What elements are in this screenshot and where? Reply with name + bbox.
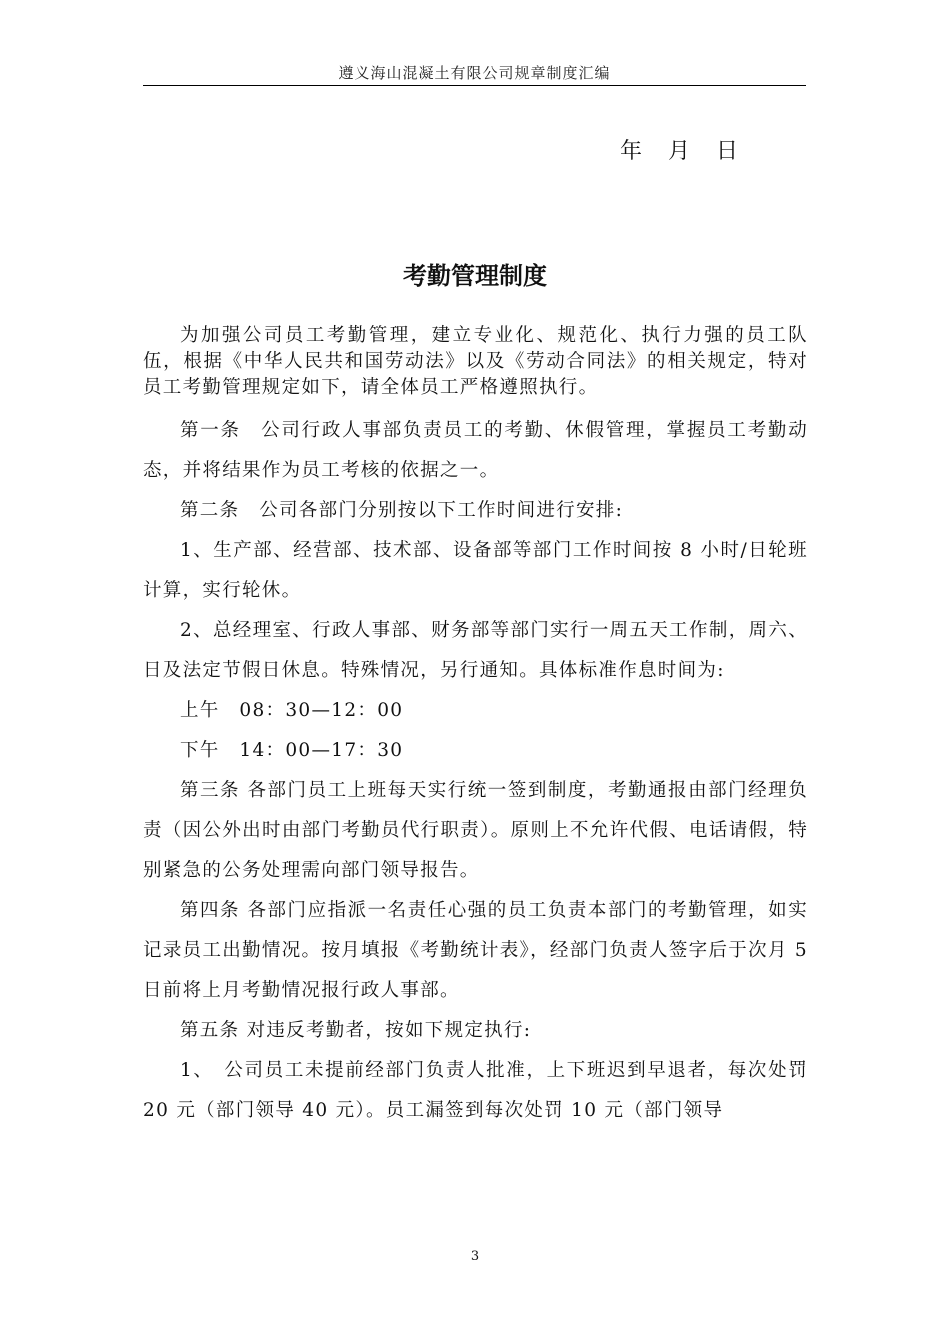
intro-paragraph: 为加强公司员工考勤管理，建立专业化、规范化、执行力强的员工队伍，根据《中华人民共和国劳动法》以及《劳动合同法》的相关规定，特对员工考勤管理规定如下，请全体员工严格遵照执行。	[143, 325, 808, 398]
running-header: 遵义海山混凝土有限公司规章制度汇编	[338, 64, 611, 82]
schedule-afternoon: 下午 14：00—17：30	[180, 740, 404, 761]
document-title: 考勤管理制度	[403, 262, 547, 290]
article-4: 第四条 各部门应指派一名责任心强的员工负责本部门的考勤管理，如实记录员工出勤情况。按月填报《考勤统计表》，经部门负责人签字后于次月 5 日前将上月考勤情况报行政人事部。	[143, 900, 808, 1001]
date-day: 日	[716, 139, 739, 164]
article-2-item-1: 1、生产部、经营部、技术部、设备部等部门工作时间按 8 小时/日轮班计算，实行轮休。	[143, 540, 808, 601]
article-2-item-2: 2、总经理室、行政人事部、财务部等部门实行一周五天工作制，周六、日及法定节假日休息。特殊情况，另行通知。具体标准作息时间为:	[143, 620, 808, 681]
article-5-item-1: 1、 公司员工未提前经部门负责人批准，上下班迟到早退者，每次处罚 20 元（部门领导 40 元）。员工漏签到每次处罚 10 元（部门领导	[143, 1060, 808, 1121]
article-2: 第二条 公司各部门分别按以下工作时间进行安排:	[180, 500, 624, 521]
date-line	[620, 134, 738, 165]
document-body	[143, 323, 808, 1131]
article-5: 第五条 对违反考勤者，按如下规定执行:	[180, 1020, 532, 1041]
article-3: 第三条 各部门员工上班每天实行统一签到制度，考勤通报由部门经理负责（因公外出时由部门考勤员代行职责）。原则上不允许代假、电话请假，特别紧急的公务处理需向部门领导报告。	[143, 780, 808, 881]
article-1: 第一条 公司行政人事部负责员工的考勤、休假管理，掌握员工考勤动态，并将结果作为员工考核的依据之一。	[143, 420, 808, 481]
page-number: 3	[470, 1249, 480, 1264]
header-divider	[143, 85, 806, 86]
schedule-morning: 上午 08：30—12：00	[180, 700, 404, 721]
date-month: 月	[668, 139, 691, 164]
date-year: 年	[620, 139, 643, 164]
